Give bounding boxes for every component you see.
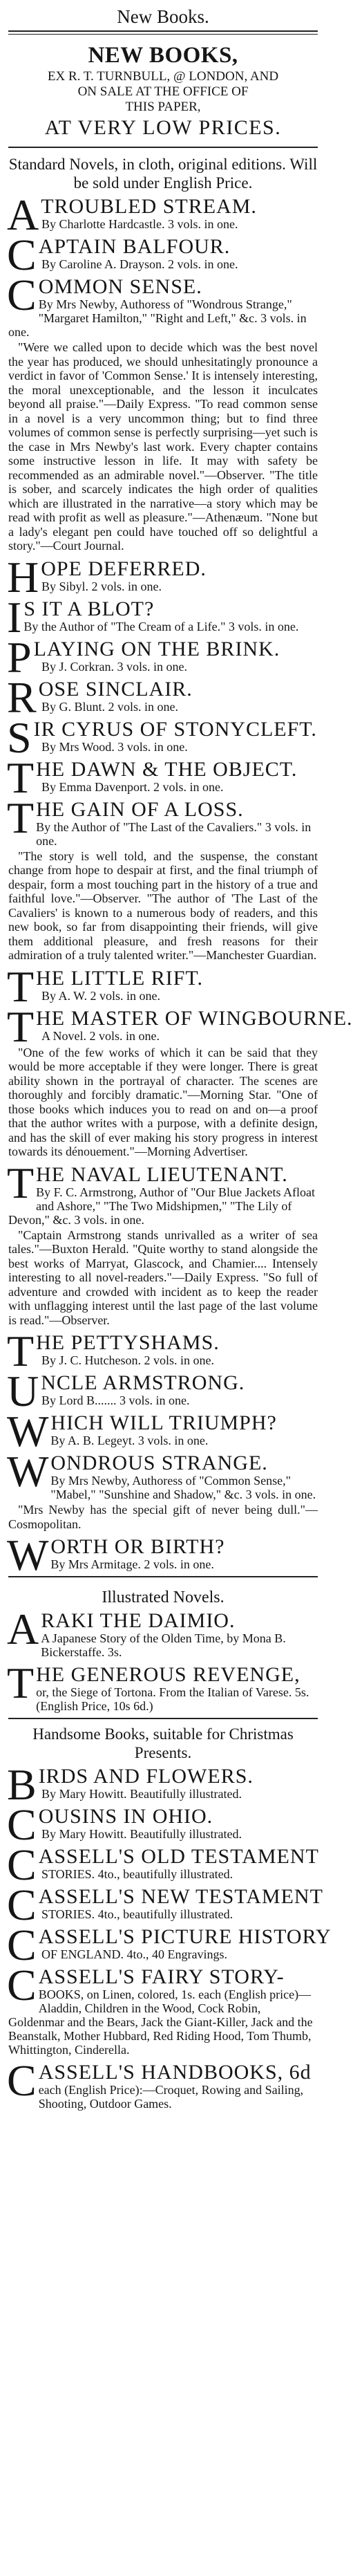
drop-capital: T bbox=[7, 793, 35, 842]
book-byline: By Lord B....... 3 vols. in one. bbox=[41, 1393, 190, 1407]
illustrated-book-byline: or, the Siege of Tortona. From the Italian of Varese. 5s. (English Price, 10s 6d.) bbox=[36, 1685, 309, 1713]
illustrated-list bbox=[7, 1604, 318, 1716]
drop-capital: T bbox=[7, 752, 35, 802]
handsome-book-byline: BOOKS, on Linen, colored, 1s. each (English price)—Aladdin, Children in the Wood, Cock Robin, Goldenmar and the Bears, Jack the Giant-Killer, Jack and the Beanstalk, Mother Hubbard, Red Riding Hood, Tom Thumb, Whittington, Cinderella. bbox=[8, 1987, 313, 2057]
header-rule bbox=[8, 30, 318, 32]
book-entry bbox=[7, 1366, 318, 1416]
banner-slogan: AT VERY LOW PRICES. bbox=[44, 116, 282, 139]
book-title: IR CYRUS OF STONYCLEFT. bbox=[33, 717, 317, 741]
book-byline: By Mrs Armitage. 2 vols. in one. bbox=[50, 1557, 214, 1571]
drop-capital: C bbox=[7, 2056, 37, 2105]
drop-capital: A bbox=[7, 190, 39, 239]
handsome-book-byline: By Mary Howitt. Beautifully illustrated. bbox=[41, 1787, 242, 1801]
book-title: TROUBLED STREAM. bbox=[41, 195, 257, 218]
book-title: NCLE ARMSTRONG. bbox=[41, 1371, 245, 1394]
illustrated-book-byline: A Japanese Story of the Olden Time, by Mona B. Bickerstaffe. 3s. bbox=[41, 1631, 286, 1659]
standard-notice: Standard Novels, in cloth, original editions. Will be sold under English Price. bbox=[8, 156, 318, 192]
drop-capital: C bbox=[7, 230, 37, 279]
book-byline: By Charlotte Hardcastle. 3 vols. in one. bbox=[41, 217, 238, 231]
drop-capital: U bbox=[7, 1366, 39, 1416]
handsome-book-title: ASSELL'S OLD TESTAMENT bbox=[38, 1845, 319, 1868]
book-title: HE PETTYSHAMS. bbox=[36, 1331, 220, 1354]
handsome-book-entry bbox=[7, 1840, 319, 1889]
book-byline: By A. W. 2 vols. in one. bbox=[41, 988, 161, 1003]
handsome-book-entry bbox=[7, 1800, 318, 1849]
book-entry bbox=[7, 752, 318, 802]
drop-capital: S bbox=[7, 712, 32, 762]
book-entry bbox=[7, 1530, 318, 1579]
book-title: S IT A BLOT? bbox=[23, 597, 155, 620]
handsome-book-title: ASSELL'S HANDBOOKS, 6d bbox=[38, 2061, 312, 2084]
illustrated-book-title: RAKI THE DAIMIO. bbox=[41, 1609, 236, 1632]
handsome-book-entry bbox=[7, 1880, 323, 1929]
drop-capital: T bbox=[7, 961, 35, 1011]
book-title: OPE DEFERRED. bbox=[41, 557, 207, 580]
handsome-book-byline: OF ENGLAND. 4to., 40 Engravings. bbox=[41, 1947, 227, 1961]
book-review: "One of the few works of which it can be said that they would be more acceptable if they were longer. There is great ability shown in the portrayal of character. The scenes are thoroughly and forcibly dramatic."—Morning Star. "One of those books which induces you to read on and on—a proof that the author writes with a purpose, with a definite design, and has the skill of ever making his story progress in interest towards its dénouement."—Morning Advertiser. bbox=[8, 1045, 318, 1158]
book-title: APTAIN BALFOUR. bbox=[38, 235, 231, 258]
handsome-book-entry bbox=[7, 1920, 332, 1970]
book-title: HICH WILL TRIUMPH? bbox=[50, 1411, 277, 1434]
handsome-list bbox=[7, 1760, 332, 2113]
drop-capital: P bbox=[7, 632, 32, 682]
illustrated-book-entry bbox=[7, 1604, 318, 1659]
book-review: "Captain Armstrong stands unrivalled as a writer of sea tales."—Buxton Herald. "Quite worthy to stand alongside the best works of Marryat, Glascock, and Chamier.... Intensely interesting to all novel-readers."—Daily Express. "So full of adventure and crowded with incident as to keep the reader with unflagging interest until the last page of the last volume is read."—Observer. bbox=[8, 1227, 318, 1327]
section-rule bbox=[8, 1718, 318, 1719]
book-title: HE NAVAL LIEUTENANT. bbox=[36, 1162, 288, 1186]
drop-capital: B bbox=[7, 1760, 37, 1809]
banner-line: EX R. T. TURNBULL, @ LONDON, AND bbox=[47, 69, 279, 84]
handsome-book-entry bbox=[7, 1760, 318, 1809]
handsome-book-entry bbox=[7, 2056, 318, 2111]
book-entry bbox=[7, 961, 318, 1011]
book-byline: By the Author of "The Last of the Cavaliers." 3 vols. in one. bbox=[36, 819, 312, 848]
book-title: OSE SINCLAIR. bbox=[38, 677, 193, 701]
illustrated-book-title: HE GENEROUS REVENGE, bbox=[36, 1663, 300, 1686]
book-byline: By Mrs Newby, Authoress of "Wondrous Strange," "Margaret Hamilton," "Right and Left," &c. 3 vols. in one. bbox=[8, 297, 307, 339]
book-byline: By G. Blunt. 2 vols. in one. bbox=[41, 699, 179, 714]
drop-capital: I bbox=[7, 592, 22, 642]
drop-capital: C bbox=[7, 270, 37, 319]
illustrated-heading: Illustrated Novels. bbox=[102, 1588, 225, 1606]
book-byline: By J. C. Hutcheson. 2 vols. in one. bbox=[41, 1353, 214, 1367]
book-review: "Were we called upon to decide which was the best novel the year has produced, we should unhesitatingly pronounce a verdict in favor of 'Common Sense.' It is intensely interesting, the moral unexceptionable, and the lesson it inculcates beyond all praise."—Daily Express. "To read common sense in a novel is a very uncommon thing; but to find three volumes of common sense is perfectly surprising—yet such is the case in Mrs Newby's last work. Every chapter contains some instructive lesson in life. It may with safety be recommended as an admirable novel."—Observer. "The title is sober, and scarcely indicates the high order of qualities which are illustrated in the narrative—a story which may be read with profit as well as pleasure."—Athenæum. "None but a lady's elegant pen could have touched off so delightful a story."—Court Journal. bbox=[8, 340, 318, 553]
handsome-book-byline: By Mary Howitt. Beautifully illustrated. bbox=[41, 1827, 242, 1841]
book-title: OMMON SENSE. bbox=[38, 275, 202, 298]
handsome-book-byline: each (English Price):—Croquet, Rowing and Sailing, Shooting, Outdoor Games. bbox=[38, 2083, 304, 2111]
book-title: HE DAWN & THE OBJECT. bbox=[36, 757, 298, 781]
book-byline: By Mrs Newby, Authoress of "Common Sense," "Mabel," "Sunshine and Shadow," &c. 3 vols. in one. bbox=[50, 1474, 316, 1501]
book-entry bbox=[7, 712, 318, 762]
book-entry bbox=[7, 1447, 318, 1501]
book-byline: By Emma Davenport. 2 vols. in one. bbox=[41, 779, 224, 794]
handsome-book-title: ASSELL'S NEW TESTAMENT bbox=[38, 1885, 323, 1908]
book-byline: By Mrs Wood. 3 vols. in one. bbox=[41, 739, 188, 754]
handsome-heading: Handsome Books, suitable for Christmas Presents. bbox=[32, 1725, 294, 1761]
handsome-book-title: IRDS AND FLOWERS. bbox=[38, 1765, 254, 1788]
book-entry bbox=[7, 270, 318, 339]
drop-capital: H bbox=[7, 552, 39, 602]
book-review: "The story is well told, and the suspense, the constant change from hope to despair at first, and the final triumph of despair, form a most touching part in the history of a true and faithful love."—Observer. "The author of 'The Last of the Cavaliers' is known to a numerous body of readers, and this new book, so far from disappointing their friends, will give them additional pleasure, and fresh reasons for their admiration of a truly talented writer."—Manchester Guardian. bbox=[8, 849, 318, 962]
drop-capital: T bbox=[7, 1326, 35, 1375]
book-byline: By A. B. Legeyt. 3 vols. in one. bbox=[50, 1434, 209, 1447]
drop-capital: W bbox=[7, 1447, 49, 1496]
handsome-book-title: OUSINS IN OHIO. bbox=[38, 1805, 213, 1828]
book-entry bbox=[7, 1001, 353, 1051]
book-entry bbox=[7, 230, 318, 279]
book-entry bbox=[7, 672, 318, 722]
drop-capital: C bbox=[7, 1880, 37, 1929]
book-review: "Mrs Newby has the special gift of never being dull."—Cosmopolitan. bbox=[8, 1503, 318, 1531]
handsome-book-entry bbox=[7, 1961, 318, 2057]
book-entry bbox=[7, 552, 318, 602]
header-rule-thin bbox=[8, 34, 318, 35]
drop-capital: T bbox=[7, 1001, 35, 1051]
book-title: HE LITTLE RIFT. bbox=[36, 966, 203, 990]
drop-capital: W bbox=[7, 1530, 49, 1579]
drop-capital: T bbox=[7, 1158, 35, 1207]
book-title: LAYING ON THE BRINK. bbox=[33, 637, 280, 660]
book-entry bbox=[7, 592, 318, 642]
drop-capital: C bbox=[7, 1920, 37, 1970]
drop-capital: C bbox=[7, 1961, 37, 2010]
book-title: HE GAIN OF A LOSS. bbox=[36, 797, 244, 821]
drop-capital: R bbox=[7, 672, 37, 722]
handsome-book-title: ASSELL'S FAIRY STORY- bbox=[38, 1965, 285, 1988]
book-byline: By J. Corkran. 3 vols. in one. bbox=[41, 659, 187, 674]
drop-capital: T bbox=[7, 1658, 35, 1707]
book-entry bbox=[7, 1158, 318, 1227]
book-entry bbox=[7, 1326, 318, 1375]
drop-capital: C bbox=[7, 1840, 37, 1889]
handsome-book-byline: STORIES. 4to., beautifully illustrated. bbox=[41, 1867, 233, 1881]
book-list bbox=[7, 190, 353, 1579]
book-byline: By Sibyl. 2 vols. in one. bbox=[41, 579, 162, 593]
banner-line: THIS PAPER, bbox=[125, 100, 201, 114]
banner-title: NEW BOOKS, bbox=[88, 43, 238, 68]
banner-rule bbox=[8, 147, 318, 148]
illustrated-book-entry bbox=[7, 1658, 318, 1713]
book-entry bbox=[7, 190, 318, 239]
book-title: HE MASTER OF WINGBOURNE. bbox=[36, 1006, 353, 1030]
drop-capital: W bbox=[7, 1407, 49, 1456]
book-byline: By the Author of "The Cream of a Life." 3 vols. in one. bbox=[23, 619, 299, 633]
banner-line: ON SALE AT THE OFFICE OF bbox=[77, 84, 249, 99]
book-entry bbox=[7, 632, 318, 682]
book-byline: A Novel. 2 vols. in one. bbox=[41, 1028, 160, 1043]
book-byline: By Caroline A. Drayson. 2 vols. in one. bbox=[41, 257, 238, 271]
book-byline: By F. C. Armstrong, Author of "Our Blue Jackets Afloat and Ashore," "The Two Midshipmen," "The Lily of Devon," &c. 3 vols. in one. bbox=[8, 1185, 315, 1227]
book-title: ONDROUS STRANGE. bbox=[50, 1452, 268, 1474]
drop-capital: A bbox=[7, 1604, 39, 1653]
section-rule bbox=[8, 1576, 318, 1577]
handsome-book-byline: STORIES. 4to., beautifully illustrated. bbox=[41, 1907, 233, 1921]
book-title: ORTH OR BIRTH? bbox=[50, 1535, 225, 1558]
book-entry bbox=[7, 1407, 318, 1456]
column-header: New Books. bbox=[117, 6, 209, 27]
book-entry bbox=[7, 793, 318, 848]
drop-capital: C bbox=[7, 1800, 37, 1849]
handsome-book-title: ASSELL'S PICTURE HISTORY bbox=[38, 1925, 332, 1948]
